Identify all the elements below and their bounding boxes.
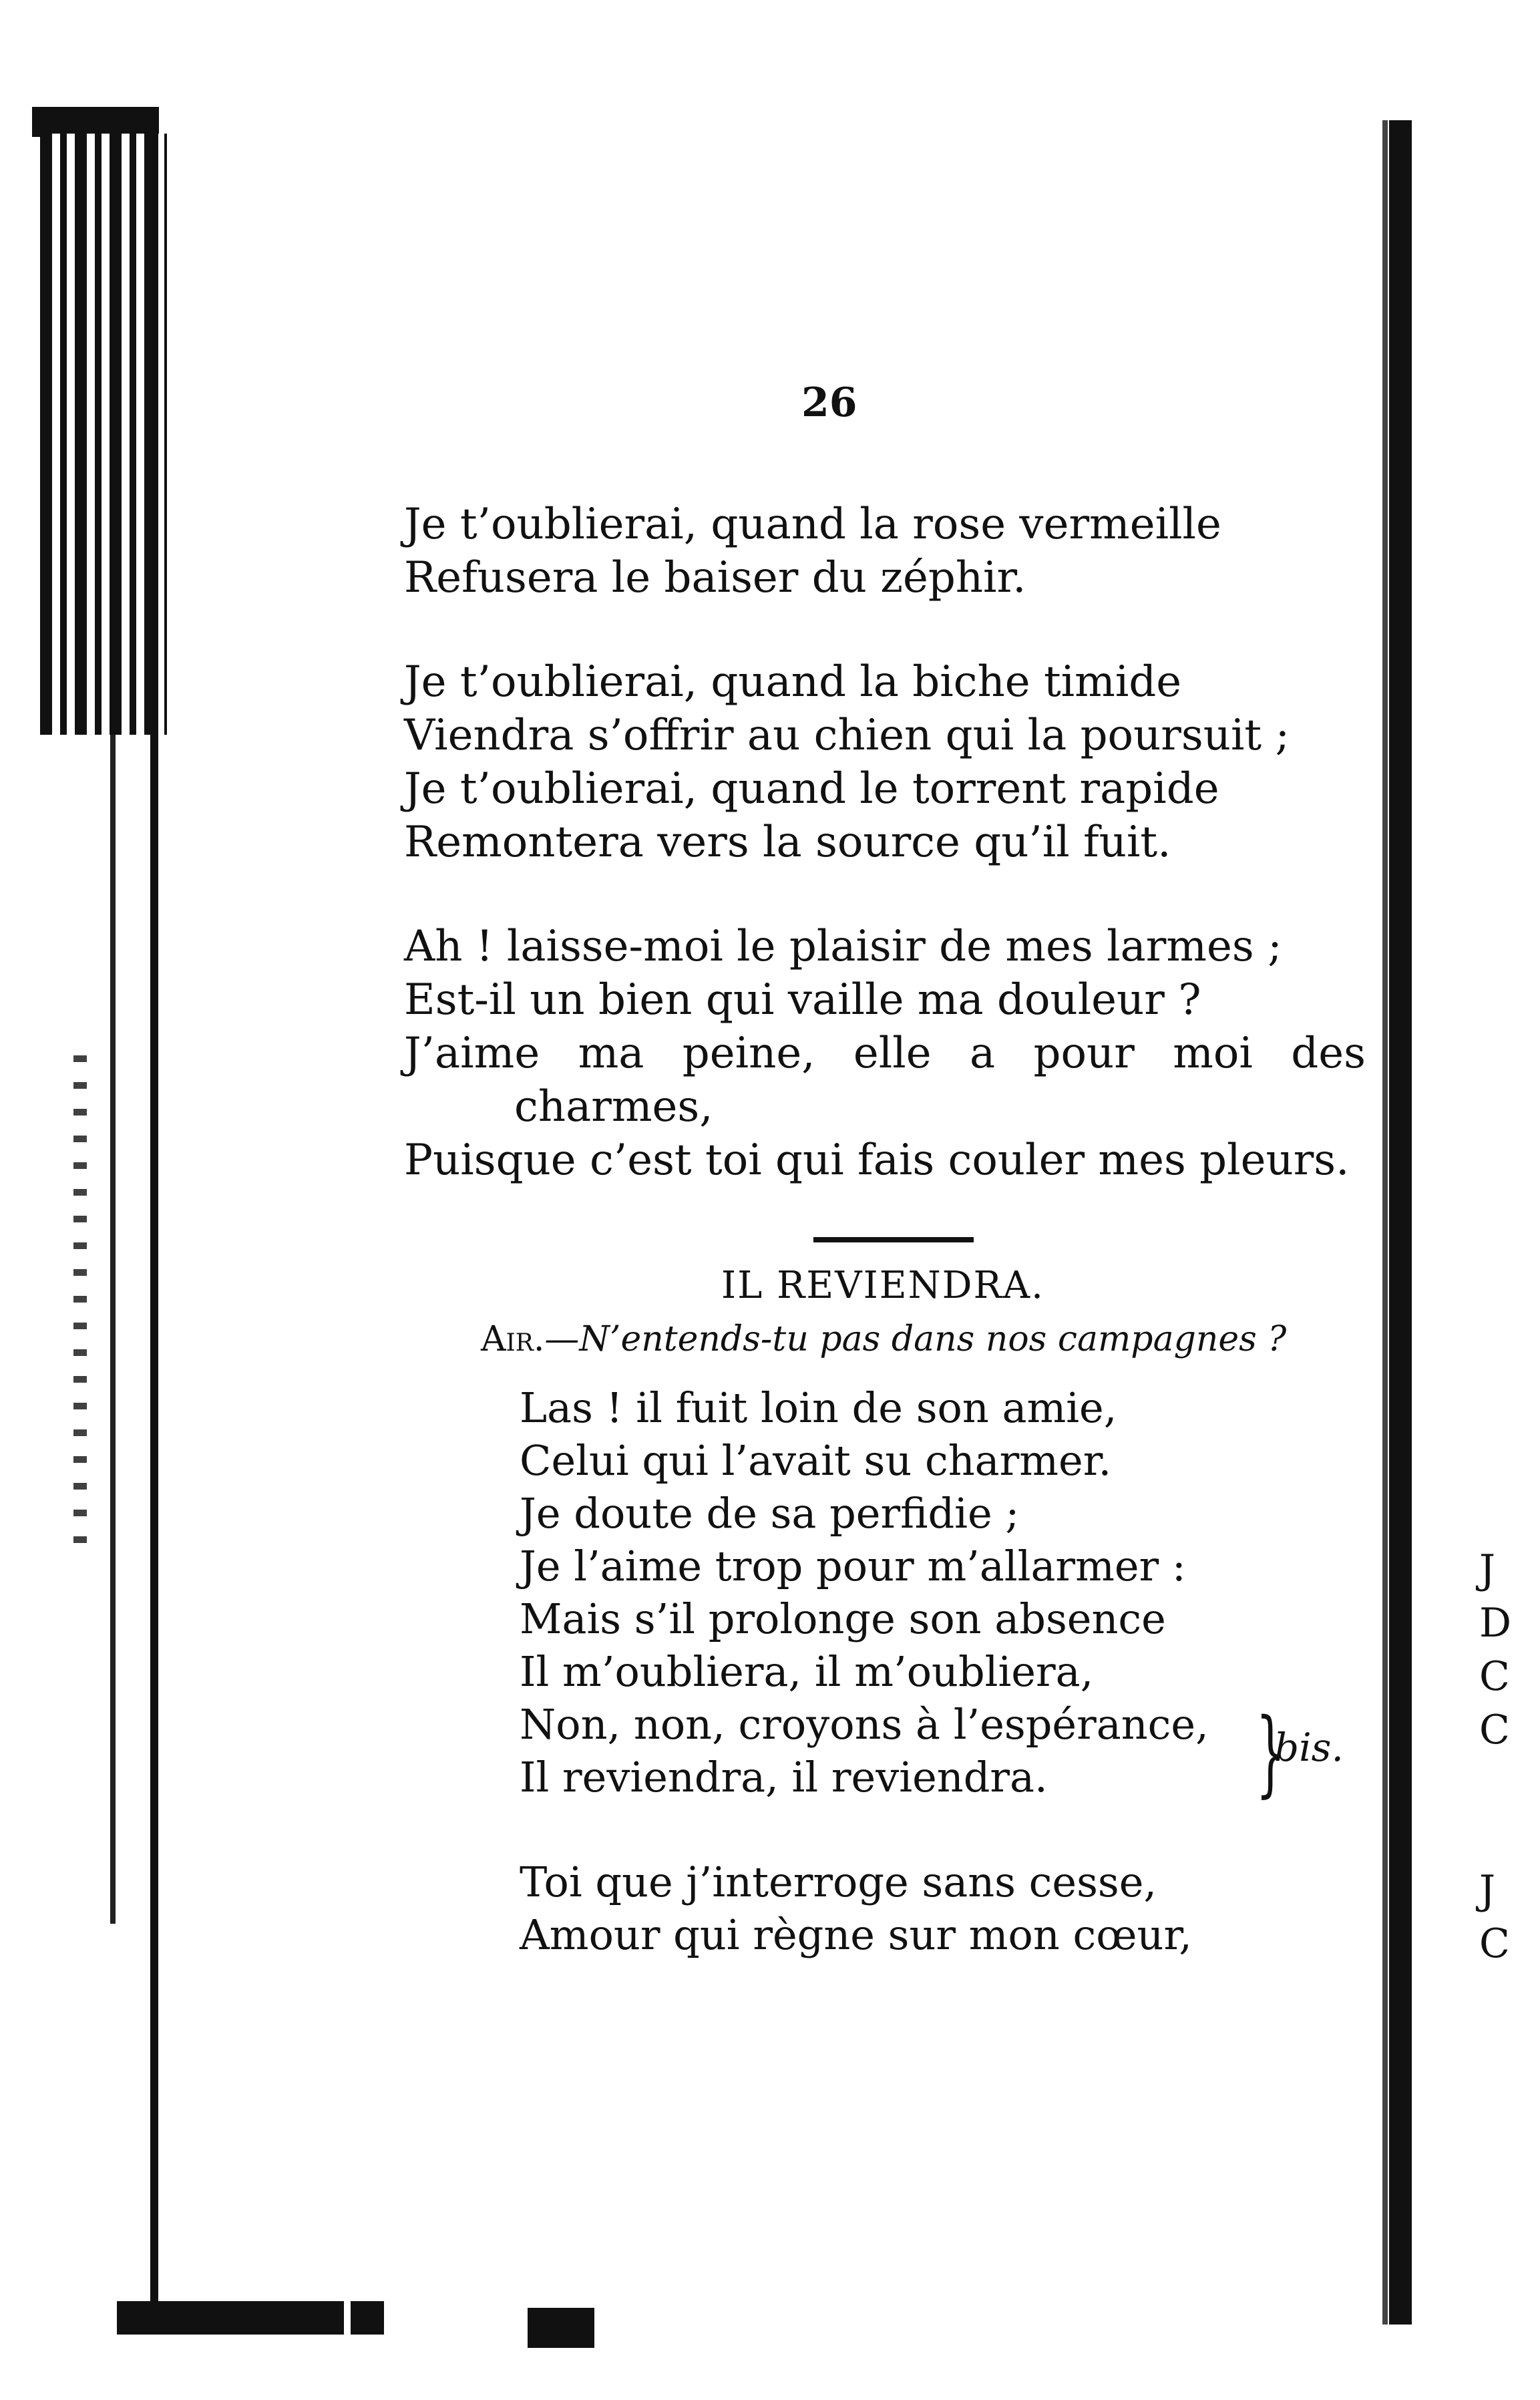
word: moi: [1173, 1029, 1253, 1078]
song-verse: [520, 1856, 1354, 1961]
verse-line: Est-il un bien qui vaille ma douleur ?: [404, 975, 1201, 1025]
verse-line: Je t’oublierai, quand la biche timide: [404, 657, 1182, 707]
air-tune: —N’entends-tu pas dans nos campagnes ?: [544, 1319, 1287, 1359]
refrain-line: Il reviendra, il reviendra.: [520, 1753, 1048, 1802]
facing-letter: C: [1479, 1707, 1510, 1753]
bottom-edge-bar: [117, 2301, 344, 2335]
binding-edge-top: [32, 107, 159, 137]
refrain: [520, 1698, 1354, 1808]
facing-letter: J: [1479, 1546, 1496, 1593]
verse-line: Il m’oubliera, il m’oubliera,: [520, 1647, 1094, 1696]
air-indication: [481, 1319, 1349, 1359]
facing-page-fragment: [1479, 1543, 1533, 1970]
gutter-specks: [73, 1055, 87, 1550]
word: elle: [853, 1029, 932, 1078]
verse-line: Puisque c’est toi qui fais couler mes pleurs.: [404, 1136, 1350, 1185]
word: ma: [578, 1029, 644, 1078]
verse-line: Toi que j’interroge sans cesse,: [520, 1858, 1157, 1906]
bis-mark: bis.: [1274, 1725, 1344, 1770]
binding-edge-stripes: [40, 134, 167, 735]
facing-letter: J: [1479, 1867, 1496, 1914]
verse-line: Remontera vers la source qu’il fuit.: [404, 818, 1171, 867]
verse-line: Je doute de sa perfidie ;: [520, 1489, 1020, 1538]
verse-line-continuation: charmes,: [514, 1082, 713, 1132]
stanza: [404, 498, 1379, 605]
verse-line: Je l’aime trop pour m’allarmer :: [520, 1542, 1186, 1590]
verse-line: Ah ! laisse-moi le plaisir de mes larmes ;: [404, 922, 1282, 971]
bottom-edge-block: [351, 2301, 384, 2335]
word: peine,: [682, 1029, 815, 1078]
song-verse: [520, 1381, 1354, 1808]
stanza: [404, 655, 1379, 869]
word: J’aime: [404, 1029, 540, 1078]
page-fold-shadow: [1382, 120, 1388, 2325]
air-label: Air.: [481, 1319, 545, 1359]
word: pour: [1033, 1029, 1135, 1078]
binding-edge-line: [150, 114, 158, 2311]
word: des: [1291, 1029, 1366, 1078]
page-right-edge: [1389, 120, 1412, 2325]
verse-line-justified: [404, 1027, 1366, 1080]
verse-line: Amour qui règne sur mon cœur,: [520, 1910, 1193, 1959]
refrain-line: Non, non, croyons à l’espérance,: [520, 1700, 1209, 1749]
bottom-edge-block: [528, 2308, 594, 2348]
poem-body: [404, 498, 1379, 1187]
section-divider: [813, 1237, 974, 1242]
verse-line: Las ! il fuit loin de son amie,: [520, 1383, 1117, 1432]
verse-line: Mais s’il prolonge son absence: [520, 1594, 1166, 1643]
binding-edge-line-thin: [110, 735, 116, 1924]
stanza: [404, 920, 1379, 1187]
verse-line: Celui qui l’avait su charmer.: [520, 1436, 1112, 1485]
facing-letter: D: [1479, 1600, 1512, 1647]
page-number: 26: [801, 379, 857, 426]
facing-letter: C: [1479, 1653, 1510, 1700]
verse-line: Viendra s’offrir au chien qui la poursuit ;: [404, 711, 1290, 760]
song-title: IL REVIENDRA.: [721, 1264, 1044, 1307]
verse-line: Je t’oublierai, quand le torrent rapide: [404, 764, 1219, 814]
word: a: [969, 1029, 996, 1078]
verse-line: Refusera le baiser du zéphir.: [404, 553, 1026, 603]
refrain-brace: }: [1256, 1699, 1286, 1808]
song-body: [520, 1381, 1354, 1961]
facing-letter: C: [1479, 1920, 1510, 1967]
verse-line: Je t’oublierai, quand la rose vermeille: [404, 500, 1221, 549]
